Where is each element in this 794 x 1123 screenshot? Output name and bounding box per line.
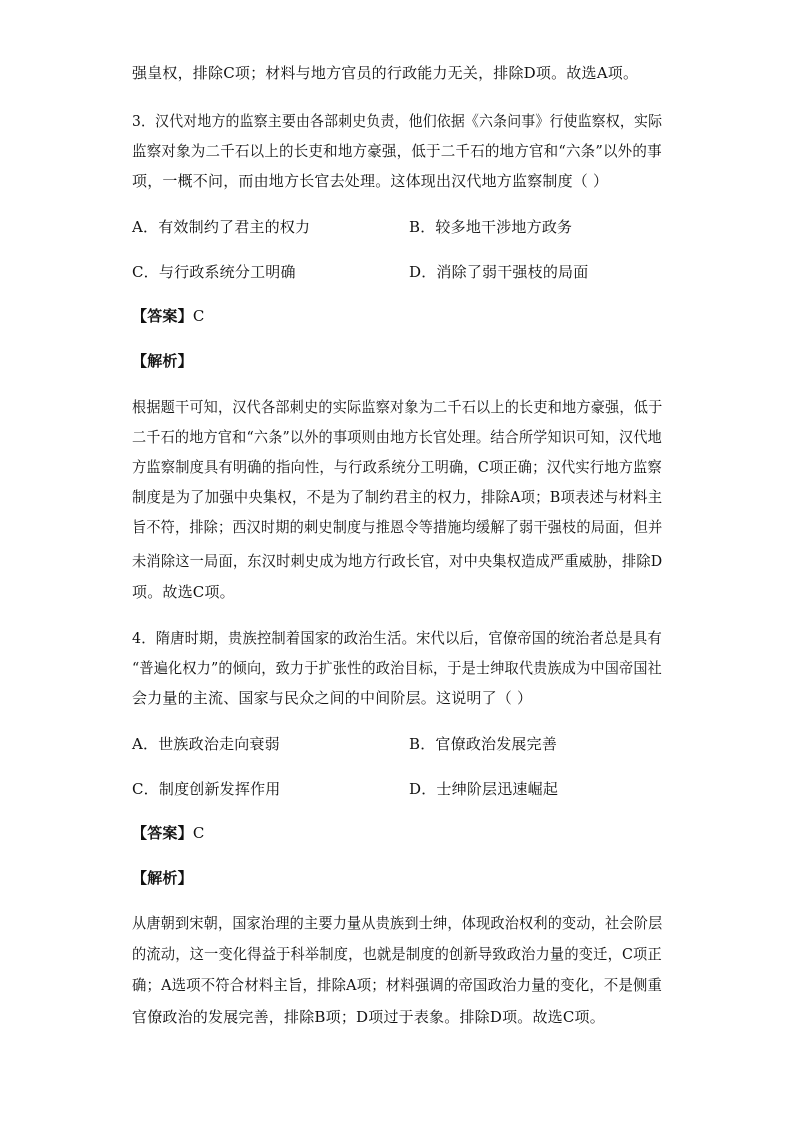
- q4-analysis-line-2: 的流动，这一变化得益于科举制度，也就是制度的创新导致政治力量的变迁，C项正: [132, 945, 662, 963]
- q3-stem-line-3: 项，一概不问，而由地方长官去处理。这体现出汉代地方监察制度（ ）: [132, 172, 609, 190]
- q3-answer-label: 【答案】: [132, 307, 193, 325]
- q3-analysis-line-2: 二千石的地方官和“六条”以外的事项则由地方长官处理。结合所学知识可知，汉代地: [132, 428, 662, 446]
- q3-analysis-line-7: 项。故选C项。: [132, 583, 235, 601]
- q3-analysis-line-6: 未消除这一局面，东汉时刺史成为地方行政长官，对中央集权造成严重威胁，排除D: [132, 552, 663, 570]
- q4-answer-label: 【答案】: [132, 824, 193, 842]
- q4-analysis-line-1: 从唐朝到宋朝，国家治理的主要力量从贵族到士绅，体现政治权利的变动，社会阶层: [132, 914, 663, 932]
- q4-answer-value: C: [192, 824, 205, 842]
- q3-analysis-line-4: 制度是为了加强中央集权，不是为了制约君主的权力，排除A项；B项表述与材料主: [132, 488, 663, 506]
- q4-analysis-line-4: 官僚政治的发展完善，排除B项；D项过于表象。排除D项。故选C项。: [132, 1008, 605, 1026]
- q3-analysis-line-1: 根据题干可知，汉代各部刺史的实际监察对象为二千石以上的长吏和地方豪强，低于: [132, 398, 663, 416]
- q4-analysis-label: 【解析】: [132, 869, 193, 887]
- q4-stem-line-1: 4．隋唐时期，贵族控制着国家的政治生活。宋代以后，官僚帝国的统治者总是具有: [132, 629, 662, 647]
- q3-option-b: B．较多地干涉地方政务: [409, 218, 573, 236]
- q4-stem-line-2: “普遍化权力”的倾向，致力于扩张性的政治目标，于是士绅取代贵族成为中国帝国社: [132, 659, 662, 677]
- q3-analysis-line-3: 方监察制度具有明确的指向性，与行政系统分工明确，C项正确；汉代实行地方监察: [132, 458, 662, 476]
- q3-analysis-line-5: 旨不符，排除；西汉时期的刺史制度与推恩令等措施均缓解了弱干强枝的局面，但并: [132, 518, 663, 536]
- previous-analysis-tail: 强皇权，排除C项；材料与地方官员的行政能力无关，排除D项。故选A项。: [132, 64, 639, 82]
- q3-option-d: D．消除了弱干强枝的局面: [409, 263, 589, 281]
- q3-stem-line-1: 3．汉代对地方的监察主要由各部刺史负责，他们依据《六条问事》行使监察权，实际: [132, 112, 663, 130]
- q3-answer: [132, 306, 205, 326]
- q4-option-a: A．世族政治走向衰弱: [132, 735, 280, 753]
- q4-option-d: D．士绅阶层迅速崛起: [409, 780, 559, 798]
- q4-analysis-line-3: 确；A选项不符合材料主旨，排除A项；材料强调的帝国政治力量的变化，不是侧重: [132, 976, 663, 994]
- q3-stem-line-2: 监察对象为二千石以上的长吏和地方豪强，低于二千石的地方官和“六条”以外的事: [132, 142, 662, 160]
- q4-option-c: C．制度创新发挥作用: [132, 780, 281, 798]
- q3-answer-value: C: [192, 307, 205, 325]
- q4-option-b: B．官僚政治发展完善: [409, 735, 558, 753]
- q3-option-a: A．有效制约了君主的权力: [132, 218, 311, 236]
- q3-analysis-label: 【解析】: [132, 352, 193, 370]
- q4-stem-line-3: 会力量的主流、国家与民众之间的中间阶层。这说明了（ ）: [132, 689, 533, 707]
- q4-answer: [132, 823, 205, 843]
- q3-option-c: C．与行政系统分工明确: [132, 263, 296, 281]
